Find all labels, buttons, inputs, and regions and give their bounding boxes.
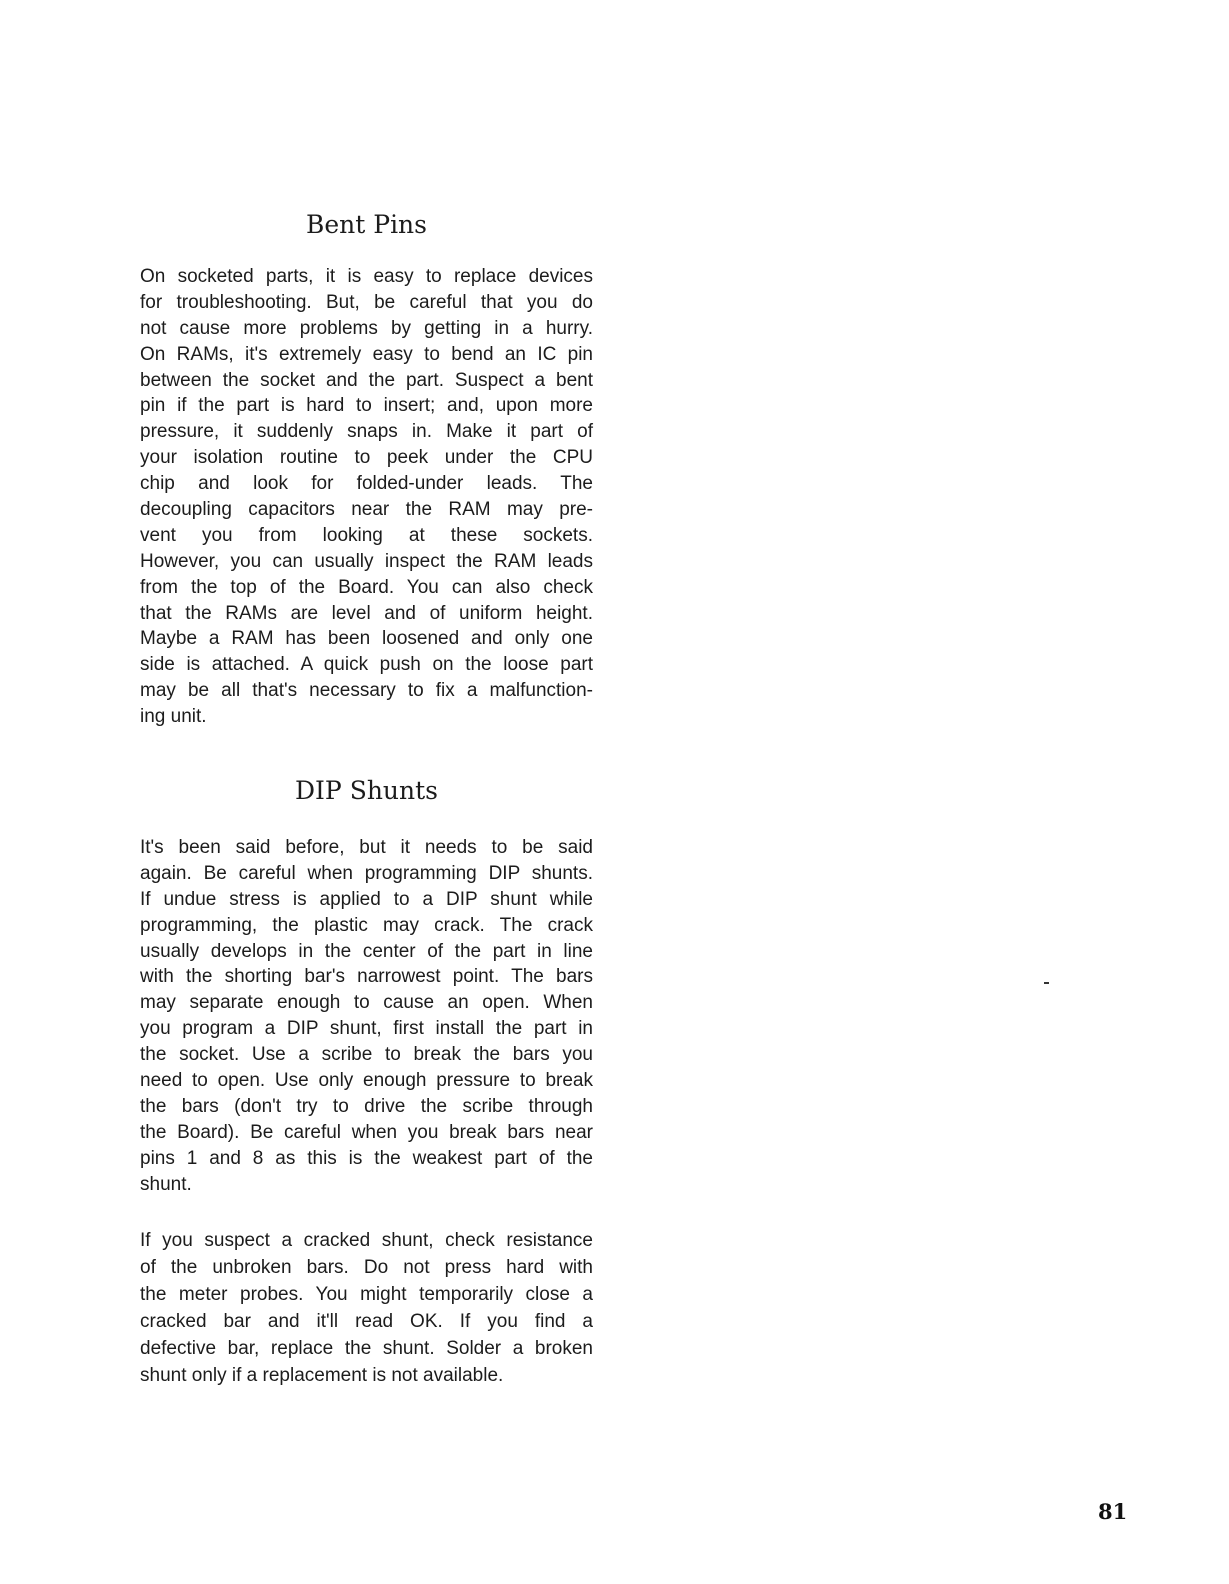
text-line: usually develops in the center of the part in line [140, 940, 593, 962]
text-line: from the top of the Board. You can also check [140, 576, 593, 598]
text-line: side is attached. A quick push on the loose part [140, 654, 593, 676]
text-line: programming, the plastic may crack. The crack [140, 914, 593, 936]
text-line: your isolation routine to peek under the CPU [140, 447, 593, 469]
text-line: the bars (don't try to drive the scribe through [140, 1095, 593, 1117]
text-line: may be all that's necessary to fix a malfunction- [140, 680, 593, 702]
text-line: cracked bar and it'll read OK. If you find a [140, 1311, 593, 1332]
text-line: for troubleshooting. But, be careful that you do [140, 291, 593, 313]
text-line: between the socket and the part. Suspect a bent [140, 369, 593, 391]
text-line: with the shorting bar's narrowest point. The bars [140, 966, 593, 988]
text-line: again. Be careful when programming DIP shunts. [140, 862, 593, 884]
text-line: On socketed parts, it is easy to replace devices [140, 266, 593, 287]
text-line: the socket. Use a scribe to break the bars you [140, 1044, 593, 1066]
text-line: that the RAMs are level and of uniform height. [140, 602, 593, 624]
text-line: ing unit. [140, 706, 207, 728]
text-line: not cause more problems by getting in a hurry. [140, 317, 593, 339]
text-line: However, you can usually inspect the RAM leads [140, 550, 593, 572]
text-line: shunt only if a replacement is not available. [140, 1365, 504, 1386]
text-line: Maybe a RAM has been loosened and only one [140, 628, 593, 650]
text-line: the Board). Be careful when you break bars near [140, 1121, 593, 1143]
text-line: of the unbroken bars. Do not press hard with [140, 1257, 593, 1278]
text-line: vent you from looking at these sockets. [140, 524, 593, 546]
text-line: If you suspect a cracked shunt, check resistance [140, 1230, 593, 1251]
section-heading-dip-shunts: DIP Shunts [295, 776, 438, 805]
text-line: decoupling capacitors near the RAM may pre- [140, 499, 593, 521]
text-line: defective bar, replace the shunt. Solder a broken [140, 1338, 593, 1359]
text-line: you program a DIP shunt, first install the part in [140, 1018, 593, 1040]
paragraph-dip-shunts-2 [140, 1227, 593, 1389]
text-line: pin if the part is hard to insert; and, upon more [140, 395, 593, 417]
section-heading-bent-pins: Bent Pins [305, 210, 427, 239]
text-line: pressure, it suddenly snaps in. Make it part of [140, 421, 593, 443]
scan-speck [1044, 982, 1049, 984]
page-number: 81 [1098, 1499, 1128, 1524]
text-line: the meter probes. You might temporarily close a [140, 1284, 593, 1305]
text-line: chip and look for folded-under leads. The [140, 473, 593, 495]
paragraph-bent-pins [140, 264, 593, 730]
text-line: On RAMs, it's extremely easy to bend an IC pin [140, 343, 593, 365]
text-line: pins 1 and 8 as this is the weakest part of the [140, 1147, 593, 1169]
text-line: shunt. [140, 1173, 192, 1195]
paragraph-dip-shunts-1 [140, 835, 593, 1197]
text-line: need to open. Use only enough pressure to break [140, 1070, 593, 1092]
text-line: may separate enough to cause an open. When [140, 992, 593, 1014]
text-line: If undue stress is applied to a DIP shunt while [140, 888, 593, 910]
text-line: It's been said before, but it needs to be said [140, 837, 593, 858]
